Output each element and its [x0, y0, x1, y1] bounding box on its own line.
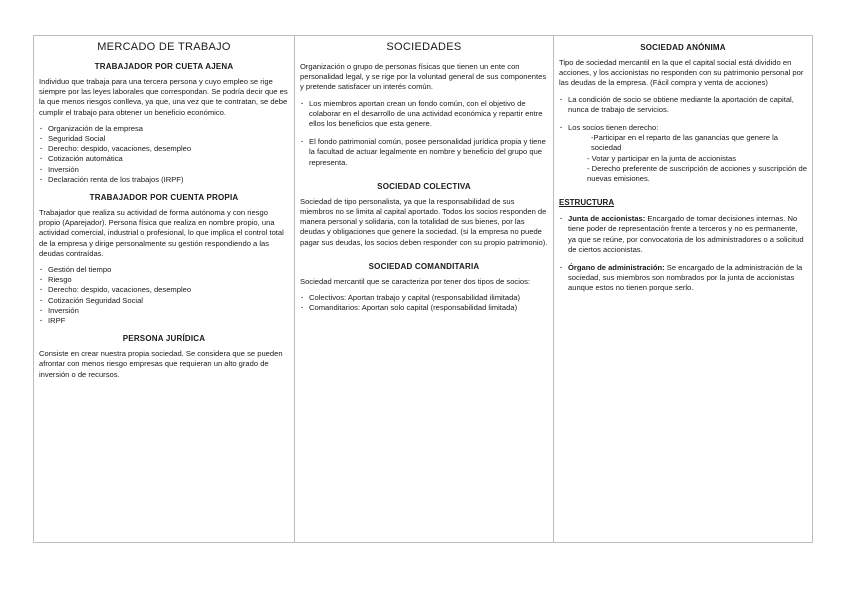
sociedades-intro: Organización o grupo de personas físicas que tienen un ente con personalidad legal, y se rige por la voluntad general de sus componentes y pretende satisfacer un interés común. — [300, 62, 547, 92]
section-title-cuenta-ajena: TRABAJADOR POR CUETA AJENA — [94, 62, 234, 71]
column-sociedades — [294, 36, 553, 542]
organo-label: Órgano de administración: — [568, 263, 665, 273]
cuenta-ajena-list — [39, 124, 289, 185]
anonima-list — [559, 95, 807, 134]
list-item: · Cotización Seguridad Social — [39, 296, 289, 306]
list-item: · Seguridad Social — [39, 134, 289, 144]
list-item: · Declaración renta de los trabajos (IRPF) — [39, 175, 289, 185]
list-item: · Inversión — [39, 306, 289, 316]
list-item: · IRPF — [39, 316, 289, 326]
list-item: · Inversión — [39, 165, 289, 175]
colectiva-text: Sociedad de tipo personalista, ya que la responsabilidad de sus miembros no se limita al capital aportado. Todos los socios responden de manera personal y solidaria, con la totalidad de sus bienes, por las deudas y obligaciones que genere la sociedad. (si la empresa no puede pagar sus deudas, los socios deben responder con su propio patrimonio). — [300, 196, 548, 247]
column-mercado-trabajo — [34, 36, 294, 542]
persona-juridica-text: Consiste en crear nuestra propia sociedad. Se considera que se pueden afrontar con menos riesgo empresas que requieran un alto grado de inversión o de recursos. — [39, 349, 283, 379]
comanditaria-list — [300, 293, 548, 313]
derecho-item: - Votar y participar en la junta de accionistas — [587, 153, 737, 163]
junta-label: Junta de accionistas: — [568, 214, 646, 224]
list-item: · El fondo patrimonial común, posee personalidad jurídica propia y tiene la facultad de actuar legalmente en nombre y beneficio del grupo que representa. — [300, 137, 548, 168]
list-item — [559, 214, 807, 255]
list-item: · Los miembros aportan crean un fondo común, con el objetivo de colaborar en el desarrollo de una actividad económica y repartir entre ellos los beneficios que esta genere. — [300, 99, 548, 130]
list-item — [559, 263, 807, 294]
organo-text: Se encargado de la administración de la sociedad, sus miembros son nombrados por la junta de accionistas aunque estos no tienen porque serlo. — [568, 263, 803, 293]
list-item: · Derecho: despido, vacaciones, desempleo — [39, 285, 289, 295]
list-item: · Organización de la empresa — [39, 124, 289, 134]
cuenta-propia-list — [39, 265, 289, 326]
estructura-heading: ESTRUCTURA — [559, 198, 615, 208]
anonima-intro: Tipo de sociedad mercantil en la que el capital social está dividido en acciones, y los accionistas no responden con su patrimonio personal por las deudas de la empresa. (Fácil compra y venta de acciones) — [559, 58, 804, 88]
column-header-mercado: MERCADO DE TRABAJO — [97, 41, 231, 53]
column-sociedad-anonima — [553, 36, 812, 542]
section-title-cuenta-propia: TRABAJADOR POR CUENTA PROPIA — [89, 193, 239, 203]
list-item: · Cotización automática — [39, 154, 289, 164]
junta-text: Encargado de tomar decisiones internas. No tiene poder de representación frente a terceros y no es permanente, ya que se reúne, por convocatoria de los administradores o a solicitud de ciertos accionistas. — [568, 214, 804, 254]
derechos-list — [559, 133, 807, 184]
list-item: · Los socios tienen derecho: — [559, 123, 807, 133]
list-item: · Gestión del tiempo — [39, 265, 289, 275]
section-title-persona-juridica: PERSONA JURÍDICA — [122, 334, 206, 344]
section-title-comanditaria: SOCIEDAD COMANDITARIA — [368, 261, 480, 271]
cuenta-ajena-text: Individuo que trabaja para una tercera persona y cuyo empleo se rige siempre por las leyes laborales que correspondan. Se podría decir que es la que menos riesgos conlleva, ya que, una vez que te contratan, se debe cumplir el trabajo para obtener un beneficio económico. — [39, 77, 288, 117]
section-title-colectiva: SOCIEDAD COLECTIVA — [377, 181, 471, 191]
cuenta-propia-text: Trabajador que realiza su actividad de forma autónoma y con riesgo propio (Aparejador). Persona física que realiza en nombre propio, una actividad comercial, industrial o profesional, lo que implica el control total de la empresa y dirige personalmente su gestión respondiendo a las deudas contraídas. — [39, 208, 284, 258]
summary-table — [33, 35, 813, 543]
derecho-item: - Derecho preferente de suscripción de acciones y suscripción de nuevas emisiones. — [587, 163, 807, 184]
estructura-list — [559, 214, 807, 293]
list-item: · Colectivos: Aportan trabajo y capital (responsabilidad ilimitada) — [300, 293, 548, 303]
column-header-sociedades: SOCIEDADES — [386, 41, 462, 53]
comanditaria-text: Sociedad mercantil que se caracteriza por tener dos tipos de socios: — [300, 276, 531, 286]
list-item: · La condición de socio se obtiene mediante la aportación de capital, nunca de trabajo de servicios. — [559, 95, 807, 115]
derecho-item: -Participar en el reparto de las ganancias que genere la sociedad — [591, 133, 779, 153]
list-item: · Riesgo — [39, 275, 289, 285]
list-item: · Derecho: despido, vacaciones, desempleo — [39, 144, 289, 154]
sociedades-list — [300, 99, 548, 168]
column-header-anonima: SOCIEDAD ANÓNIMA — [640, 43, 726, 52]
list-item: · Comanditarios: Aportan solo capital (responsabilidad limitada) — [300, 303, 548, 313]
